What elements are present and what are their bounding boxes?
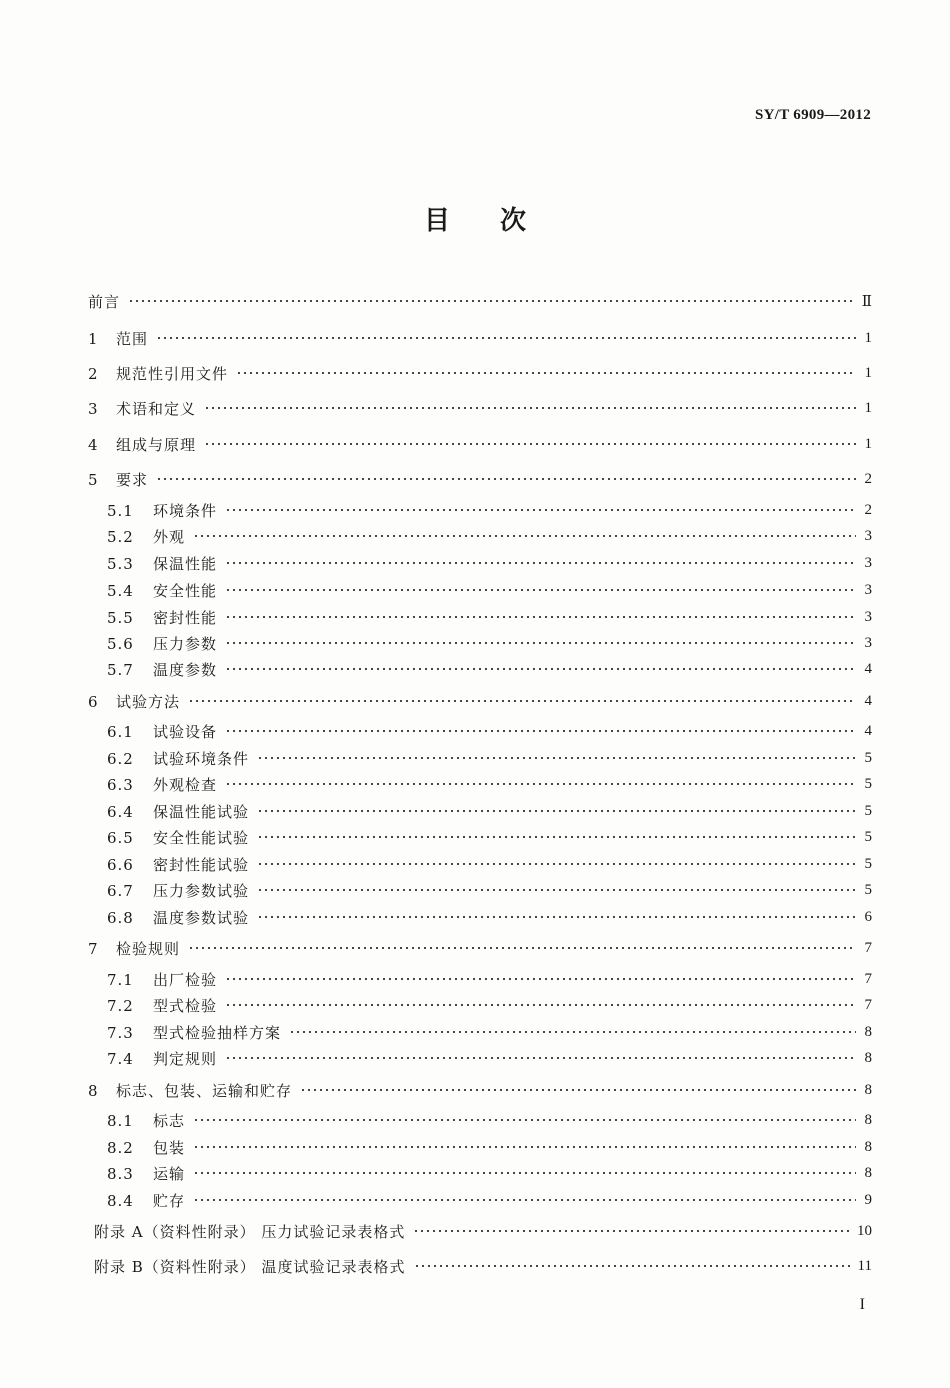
toc-entry-5-5[interactable] [107, 605, 872, 629]
toc-entry-number: 6.6 [107, 855, 134, 874]
dot-leader [225, 615, 856, 619]
dot-leader [414, 1264, 852, 1268]
toc-entry-label: 外观检查 [153, 775, 218, 794]
toc-entry-number: 7.4 [107, 1049, 134, 1068]
toc-entry-label: 标志 [153, 1111, 186, 1130]
dot-leader [188, 699, 856, 703]
toc-entry-appendix-b[interactable] [94, 1254, 872, 1278]
dot-leader [413, 1229, 851, 1233]
toc-entry-6-3[interactable] [107, 772, 872, 796]
dot-leader [257, 809, 856, 813]
toc-entry-page: 3 [864, 608, 872, 625]
toc-entry-5-4[interactable] [107, 578, 872, 602]
toc-entry-number: 6.3 [107, 775, 134, 794]
toc-entry-foreword[interactable] [88, 289, 872, 313]
dot-leader [225, 977, 856, 981]
toc-entry-5-1[interactable] [107, 498, 872, 522]
toc-entry-number: 5 [88, 470, 99, 489]
toc-entry-page: 5 [864, 855, 872, 872]
toc-entry-page: 4 [864, 692, 872, 709]
toc-entry-page: 8 [864, 1049, 872, 1066]
toc-entry-6-8[interactable] [107, 905, 872, 929]
toc-entry-number: 8 [88, 1081, 99, 1100]
toc-entry-number: 5.6 [107, 634, 134, 653]
toc-entry-label: 温度参数 [153, 660, 218, 679]
toc-entry-page: 1 [864, 399, 872, 416]
toc-entry-7-1[interactable] [107, 967, 872, 991]
dot-leader [225, 508, 856, 512]
toc-entry-number: 6.2 [107, 749, 134, 768]
dot-leader [257, 835, 856, 839]
toc-entry-page: 4 [864, 660, 872, 677]
toc-entry-page: 3 [864, 581, 872, 598]
dot-leader [225, 641, 856, 645]
toc-entry-label: 试验方法 [116, 692, 181, 711]
toc-entry-8-1[interactable] [107, 1108, 872, 1132]
dot-leader [225, 561, 856, 565]
toc-entry-8[interactable] [88, 1078, 872, 1102]
toc-entry-label: 安全性能 [153, 581, 218, 600]
toc-entry-page: 5 [864, 802, 872, 819]
toc-entry-label: 运输 [153, 1164, 186, 1183]
toc-entry-6-2[interactable] [107, 746, 872, 770]
dot-leader [193, 534, 856, 538]
toc-entry-label: 附录 A（资料性附录） 压力试验记录表格式 [94, 1222, 406, 1241]
dot-leader [193, 1171, 856, 1175]
toc-entry-5-2[interactable] [107, 524, 872, 548]
toc-entry-number: 3 [88, 399, 99, 418]
dot-leader [128, 299, 856, 303]
toc-entry-number: 1 [88, 329, 99, 348]
toc-entry-4[interactable] [88, 432, 872, 456]
dot-leader [204, 442, 856, 446]
toc-entry-7-4[interactable] [107, 1046, 872, 1070]
page-number: I [859, 1296, 865, 1313]
toc-entry-label: 包装 [153, 1138, 186, 1157]
toc-entry-label: 判定规则 [153, 1049, 218, 1068]
toc-entry-label: 密封性能试验 [153, 855, 250, 874]
toc-entry-7-3[interactable] [107, 1020, 872, 1044]
toc-entry-6-5[interactable] [107, 825, 872, 849]
toc-entry-number: 7.2 [107, 996, 134, 1015]
page-title: 目次 [423, 206, 576, 236]
toc-entry-number: 7 [88, 939, 99, 958]
toc-entry-number: 5.7 [107, 660, 134, 679]
dot-leader [257, 888, 856, 892]
toc-entry-label: 环境条件 [153, 501, 218, 520]
toc-entry-page: 5 [864, 749, 872, 766]
toc-entry-label: 规范性引用文件 [116, 364, 229, 383]
toc-entry-label: 附录 B（资料性附录） 温度试验记录表格式 [94, 1257, 406, 1276]
toc-entry-1[interactable] [88, 326, 872, 350]
toc-entry-number: 5.3 [107, 554, 134, 573]
toc-entry-number: 5.2 [107, 527, 134, 546]
toc-entry-number: 6 [88, 692, 99, 711]
toc-entry-label: 型式检验抽样方案 [153, 1023, 282, 1042]
dot-leader [257, 862, 856, 866]
toc-entry-8-4[interactable] [107, 1188, 872, 1212]
toc-entry-page: 8 [864, 1081, 872, 1098]
toc-entry-label: 标志、包装、运输和贮存 [116, 1081, 293, 1100]
toc-entry-number: 5.4 [107, 581, 134, 600]
toc-entry-6-1[interactable] [107, 719, 872, 743]
toc-entry-page: 10 [857, 1222, 872, 1239]
dot-leader [193, 1118, 856, 1122]
toc-entry-number: 6.7 [107, 881, 134, 900]
toc-entry-label: 安全性能试验 [153, 828, 250, 847]
toc-entry-page: 6 [864, 908, 872, 925]
toc-entry-6[interactable] [88, 689, 872, 713]
toc-entry-page: 2 [864, 501, 872, 518]
dot-leader [257, 756, 856, 760]
toc-entry-page: 3 [864, 634, 872, 651]
toc-entry-8-3[interactable] [107, 1161, 872, 1185]
toc-entry-7[interactable] [88, 936, 872, 960]
toc-entry-page: 3 [864, 527, 872, 544]
toc-entry-page: 4 [864, 722, 872, 739]
dot-leader [156, 477, 856, 481]
toc-entry-page: 1 [864, 435, 872, 452]
toc-entry-label: 贮存 [153, 1191, 186, 1210]
toc-entry-label: 保温性能试验 [153, 802, 250, 821]
toc-entry-number: 2 [88, 364, 99, 383]
toc-entry-number: 8.4 [107, 1191, 134, 1210]
toc-entry-label: 试验设备 [153, 722, 218, 741]
toc-entry-5[interactable] [88, 467, 872, 491]
toc-entry-page: 11 [857, 1257, 872, 1274]
toc-entry-label: 密封性能 [153, 608, 218, 627]
toc-entry-page: 2 [864, 470, 872, 487]
toc-entry-5-6[interactable] [107, 631, 872, 655]
dot-leader [225, 667, 856, 671]
toc-entry-page: 8 [864, 1138, 872, 1155]
toc-entry-label: 试验环境条件 [153, 749, 250, 768]
toc-entry-label: 压力参数试验 [153, 881, 250, 900]
toc-entry-page: 7 [864, 996, 872, 1013]
dot-leader [193, 1198, 856, 1202]
toc-entry-label: 压力参数 [153, 634, 218, 653]
dot-leader [289, 1030, 856, 1034]
toc-entry-label: 温度参数试验 [153, 908, 250, 927]
toc-entry-2[interactable] [88, 361, 872, 385]
toc-entry-page: 5 [864, 775, 872, 792]
toc-entry-number: 5.5 [107, 608, 134, 627]
toc-entry-page: 9 [864, 1191, 872, 1208]
toc-entry-page: 1 [864, 329, 872, 346]
dot-leader [225, 1003, 856, 1007]
dot-leader [257, 915, 856, 919]
standard-code: SY/T 6909—2012 [754, 107, 871, 123]
toc-entry-appendix-a[interactable] [94, 1219, 872, 1243]
toc-entry-page: 1 [864, 364, 872, 381]
toc-entry-number: 4 [88, 435, 99, 454]
toc-entry-number: 5.1 [107, 501, 134, 520]
dot-leader [225, 729, 856, 733]
toc-entry-number: 7.3 [107, 1023, 134, 1042]
dot-leader [188, 946, 856, 950]
toc-entry-5-3[interactable] [107, 551, 872, 575]
toc-entry-number: 8.2 [107, 1138, 134, 1157]
toc-entry-number: 8.1 [107, 1111, 134, 1130]
toc-entry-number: 7.1 [107, 970, 134, 989]
toc-entry-label: 保温性能 [153, 554, 218, 573]
toc-entry-label: 要求 [116, 470, 149, 489]
dot-leader [225, 588, 856, 592]
toc-entry-label: 术语和定义 [116, 399, 197, 418]
dot-leader [236, 371, 856, 375]
toc-entry-6-7[interactable] [107, 878, 872, 902]
dot-leader [225, 1056, 856, 1060]
toc-entry-label: 前言 [88, 292, 121, 311]
toc-entry-3[interactable] [88, 396, 872, 420]
toc-entry-number: 6.4 [107, 802, 134, 821]
toc-entry-number: 6.8 [107, 908, 134, 927]
toc-entry-page: Ⅱ [861, 293, 872, 310]
toc-entry-page: 8 [864, 1164, 872, 1181]
toc-entry-number: 6.1 [107, 722, 134, 741]
toc-entry-label: 型式检验 [153, 996, 218, 1015]
toc-entry-label: 出厂检验 [153, 970, 218, 989]
toc-entry-label: 范围 [116, 329, 149, 348]
toc-entry-page: 5 [864, 828, 872, 845]
toc-entry-label: 组成与原理 [116, 435, 197, 454]
dot-leader [156, 336, 856, 340]
toc-entry-label: 外观 [153, 527, 186, 546]
toc-entry-page: 8 [864, 1023, 872, 1040]
dot-leader [300, 1088, 856, 1092]
toc-entry-page: 7 [864, 939, 872, 956]
dot-leader [225, 782, 856, 786]
dot-leader [204, 406, 856, 410]
toc-entry-7-2[interactable] [107, 993, 872, 1017]
toc-entry-number: 8.3 [107, 1164, 134, 1183]
toc-entry-page: 8 [864, 1111, 872, 1128]
toc-entry-number: 6.5 [107, 828, 134, 847]
toc-entry-page: 5 [864, 881, 872, 898]
toc-entry-5-7[interactable] [107, 657, 872, 681]
toc-entry-label: 检验规则 [116, 939, 181, 958]
toc-entry-page: 7 [864, 970, 872, 987]
toc-entry-6-4[interactable] [107, 799, 872, 823]
toc-entry-8-2[interactable] [107, 1135, 872, 1159]
toc-entry-6-6[interactable] [107, 852, 872, 876]
toc-entry-page: 3 [864, 554, 872, 571]
dot-leader [193, 1145, 856, 1149]
